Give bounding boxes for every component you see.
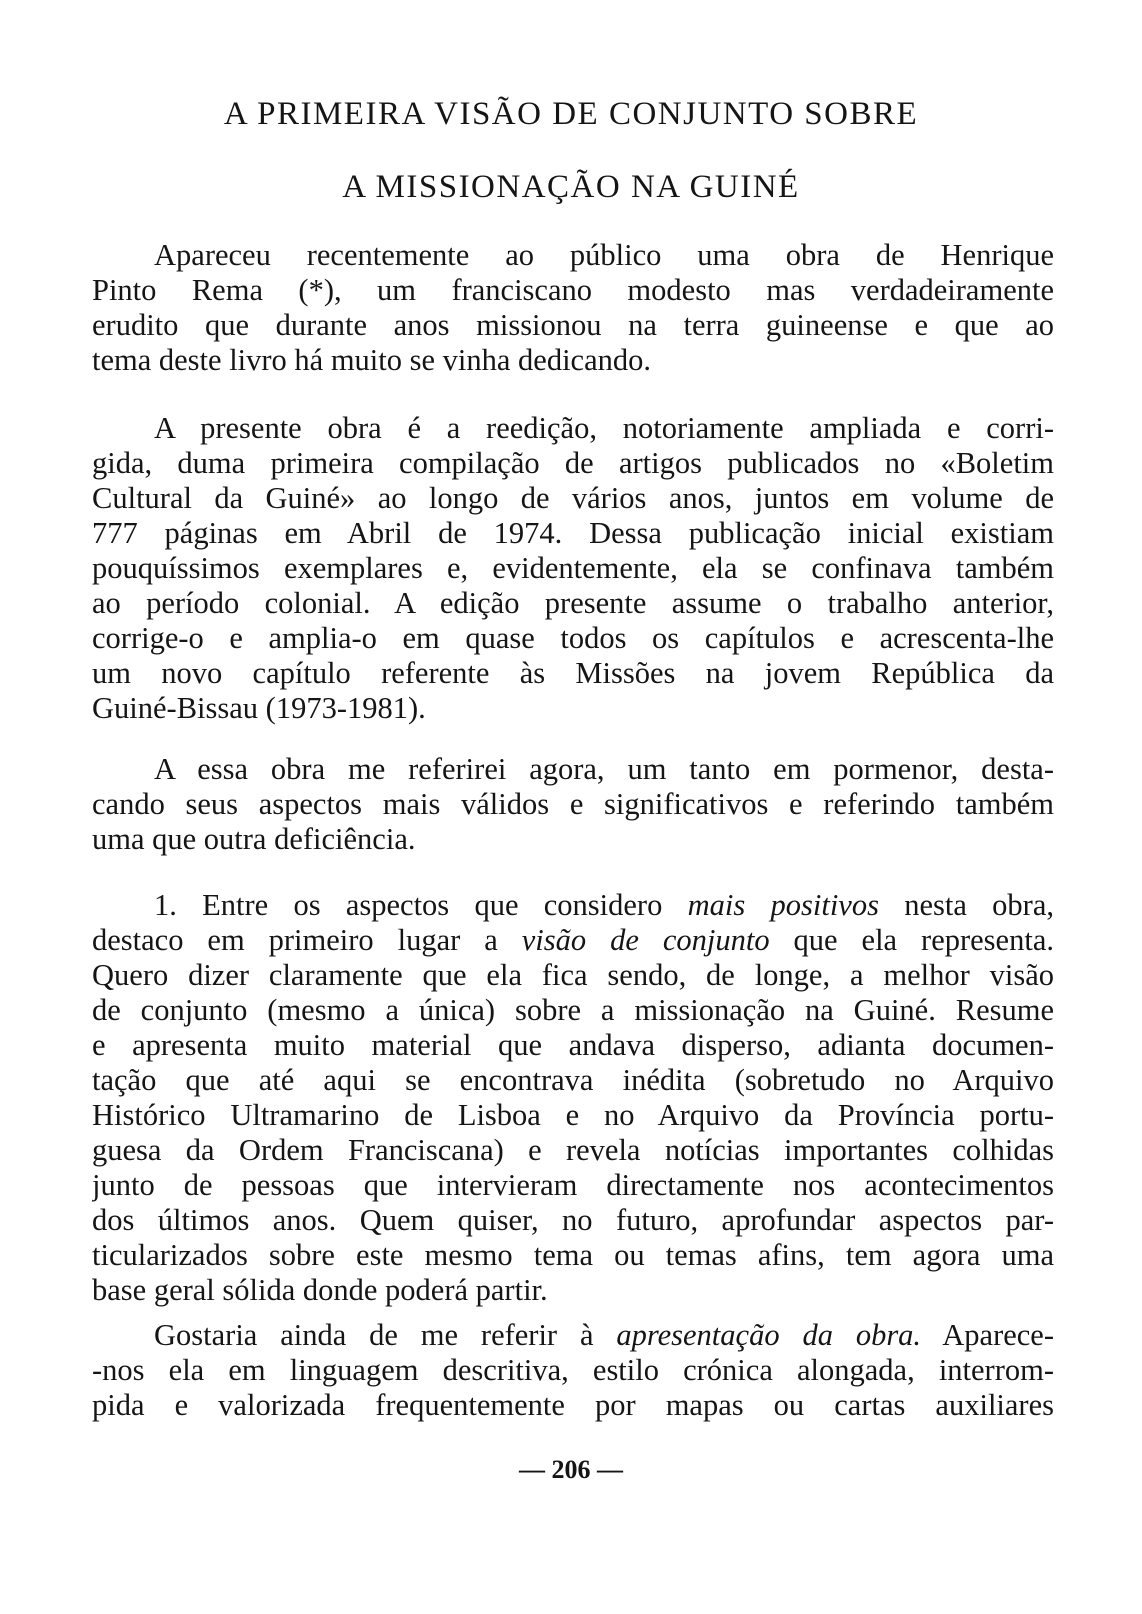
text-line	[92, 1318, 1054, 1353]
text-line	[92, 923, 1054, 958]
text-line: erudito que durante anos missionou na terra guineense e que ao	[92, 308, 1054, 342]
title-line-2: A MISSIONAÇÃO NA GUINÉ	[342, 169, 800, 205]
text-line: Histórico Ultramarino de Lisboa e no Arquivo da Província portu-	[92, 1098, 1054, 1132]
text-line: cando seus aspectos mais válidos e significativos e referindo também	[92, 787, 1054, 821]
text-line: A essa obra me referirei agora, um tanto em pormenor, desta-	[154, 752, 1054, 786]
text-segment: Gostaria ainda de me referir à	[154, 1318, 617, 1352]
text-line: Pinto Rema (*), um franciscano modesto mas verdadeiramente	[92, 273, 1054, 307]
paragraph-5	[92, 1318, 1054, 1423]
page-number: — 206 —	[519, 1455, 623, 1484]
text-line: tema deste livro há muito se vinha dedicando.	[92, 343, 652, 377]
paragraph-2	[92, 411, 1054, 726]
text-segment: que ela representa.	[769, 923, 1054, 957]
text-line: -nos ela em linguagem descritiva, estilo crónica alongada, interrom-	[92, 1353, 1054, 1387]
text-line: gida, duma primeira compilação de artigos publicados no «Boletim	[92, 446, 1054, 480]
paragraph-3	[92, 752, 1054, 857]
text-line: Guiné-Bissau (1973-1981).	[92, 691, 426, 725]
text-line: de conjunto (mesmo a única) sobre a missionação na Guiné. Resume	[92, 993, 1054, 1027]
text-line: 777 páginas em Abril de 1974. Dessa publicação inicial existiam	[92, 516, 1054, 550]
text-line	[92, 888, 1054, 923]
title-line-1: A PRIMEIRA VISÃO DE CONJUNTO SOBRE	[223, 96, 919, 132]
text-line: base geral sólida donde poderá partir.	[92, 1273, 548, 1307]
paragraph-1	[92, 238, 1054, 378]
text-line: ticularizados sobre este mesmo tema ou temas afins, tem agora uma	[92, 1238, 1054, 1272]
text-line: uma que outra deficiência.	[92, 822, 416, 856]
emphasis-text: visão de conjunto	[521, 923, 770, 957]
text-line: Apareceu recentemente ao público uma obra de Henrique	[154, 238, 1054, 272]
text-segment: nesta obra,	[878, 888, 1054, 922]
text-line: dos últimos anos. Quem quiser, no futuro, aprofundar aspectos par-	[92, 1203, 1054, 1237]
text-line: corrige-o e amplia-o em quase todos os capítulos e acrescenta-lhe	[92, 621, 1054, 655]
text-line: ao período colonial. A edição presente assume o trabalho anterior,	[92, 586, 1054, 620]
text-line: junto de pessoas que intervieram directamente nos acontecimentos	[92, 1168, 1054, 1202]
text-line: Quero dizer claramente que ela fica sendo, de longe, a melhor visão	[92, 958, 1054, 992]
text-line: e apresenta muito material que andava disperso, adianta documen-	[92, 1028, 1054, 1062]
text-line: um novo capítulo referente às Missões na jovem República da	[92, 656, 1054, 690]
emphasis-text: apresentação da obra.	[616, 1318, 922, 1352]
text-line: Cultural da Guiné» ao longo de vários anos, juntos em volume de	[92, 481, 1054, 515]
text-line: A presente obra é a reedição, notoriamente ampliada e corri-	[154, 411, 1054, 445]
text-segment: Aparece-	[921, 1318, 1054, 1352]
emphasis-text: mais positivos	[687, 888, 879, 922]
text-segment: 1. Entre os aspectos que considero	[154, 888, 688, 922]
text-line: guesa da Ordem Franciscana) e revela notícias importantes colhidas	[92, 1133, 1054, 1167]
text-line: pida e valorizada frequentemente por mapas ou cartas auxiliares	[92, 1388, 1054, 1422]
text-line: pouquíssimos exemplares e, evidentemente, ela se confinava também	[92, 551, 1054, 585]
text-line: tação que até aqui se encontrava inédita (sobretudo no Arquivo	[92, 1063, 1054, 1097]
paragraph-4	[92, 888, 1054, 1308]
text-segment: destaco em primeiro lugar a	[92, 923, 522, 957]
